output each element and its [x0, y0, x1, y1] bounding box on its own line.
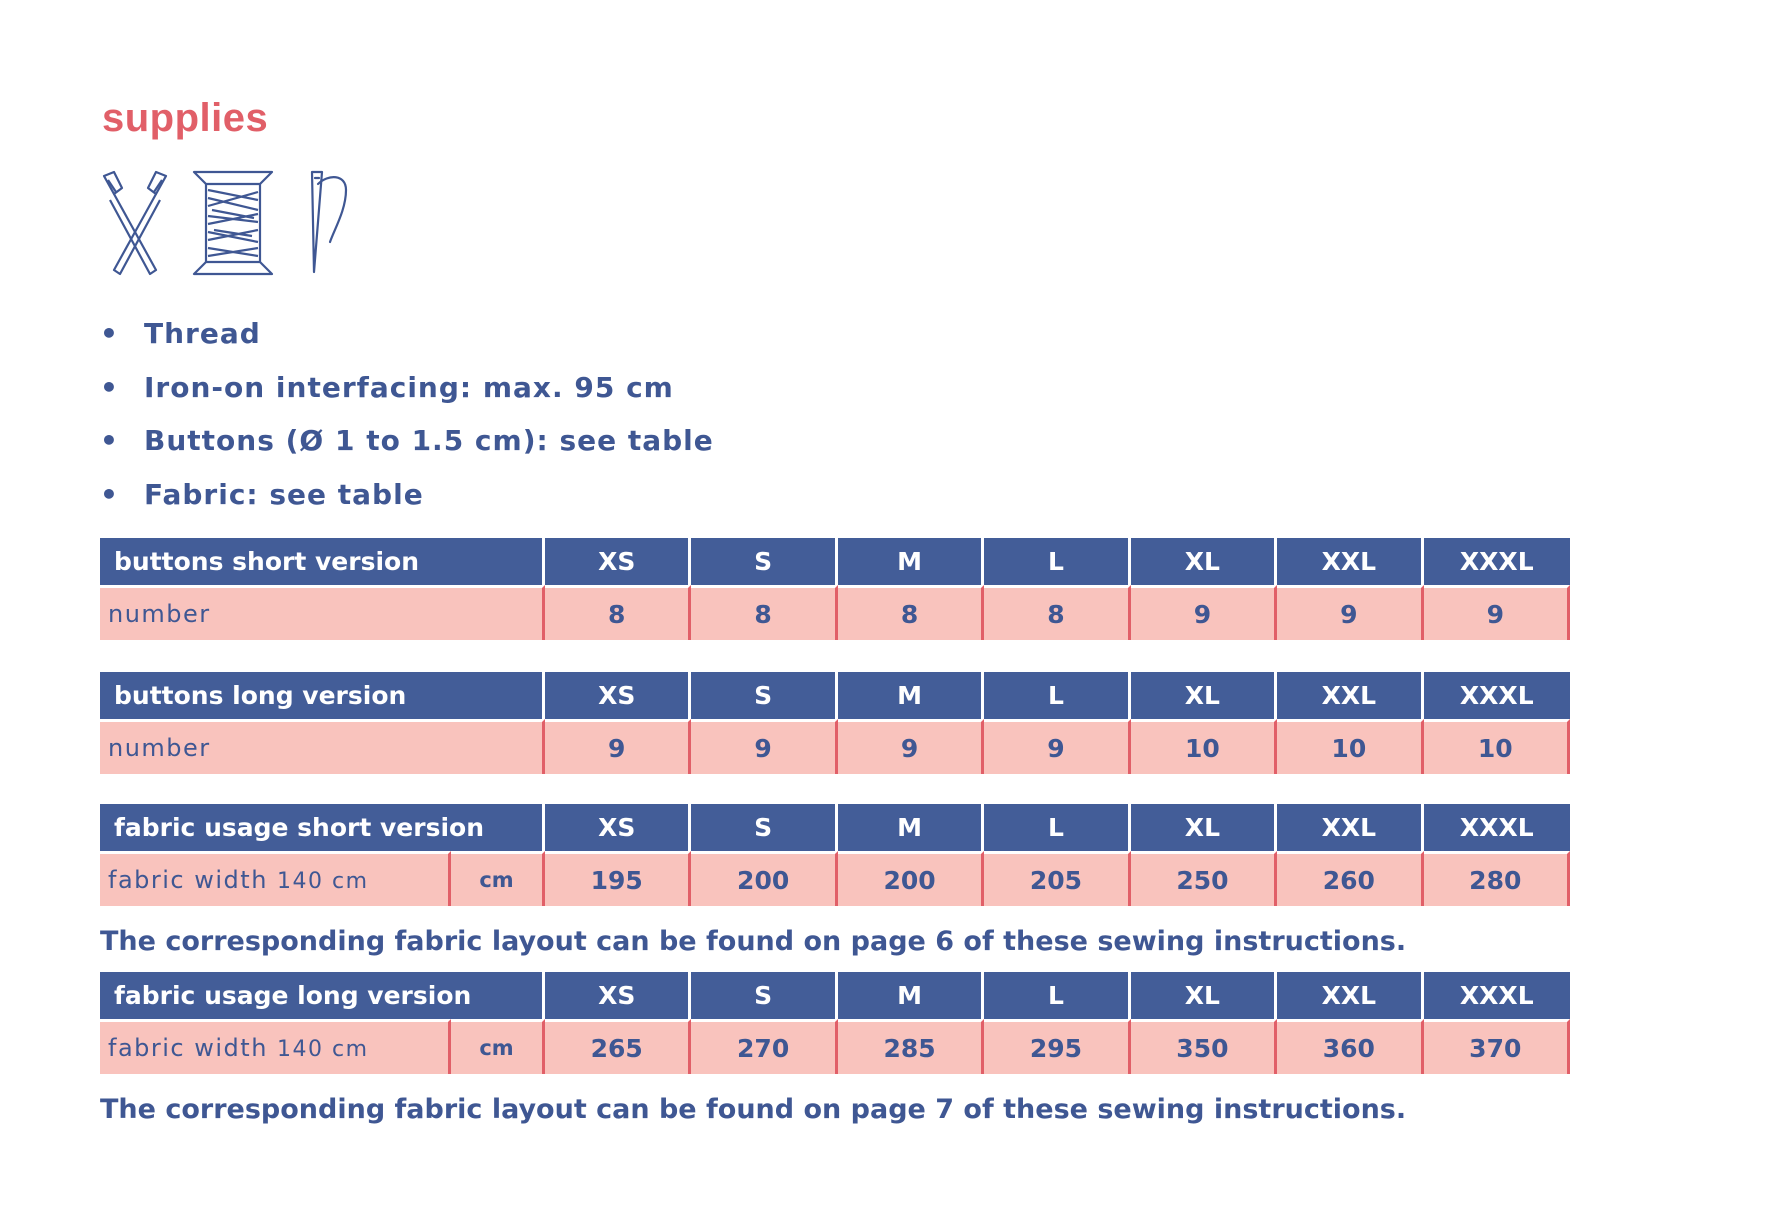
table-cell: 260 — [1277, 851, 1423, 906]
size-header: M — [838, 538, 984, 585]
table-cell: 9 — [838, 719, 984, 774]
table-cell: 280 — [1424, 851, 1570, 906]
buttons-short-table — [100, 538, 1570, 640]
table-row — [100, 719, 1570, 774]
supplies-list — [100, 315, 714, 529]
table-cell: 9 — [1277, 585, 1423, 640]
fabric-layout-note-short: The corresponding fabric layout can be found on page 6 of these sewing instructions. — [100, 926, 1407, 957]
table-cell: 8 — [838, 585, 984, 640]
table-cell: 360 — [1277, 1019, 1423, 1074]
table-cell: 10 — [1131, 719, 1277, 774]
table-cell: 9 — [1424, 585, 1570, 640]
size-header: XXL — [1277, 672, 1423, 719]
size-header: XS — [545, 972, 691, 1019]
row-label: number — [100, 585, 545, 640]
size-header: S — [691, 804, 837, 851]
list-item: • Thread — [100, 317, 261, 350]
size-header: XS — [545, 538, 691, 585]
table-cell: 285 — [838, 1019, 984, 1074]
size-header: M — [838, 672, 984, 719]
table-cell: 195 — [545, 851, 691, 906]
buttons-long-table — [100, 672, 1570, 774]
size-header: XS — [545, 804, 691, 851]
table-cell: 265 — [545, 1019, 691, 1074]
table-cell: 8 — [691, 585, 837, 640]
size-header: L — [984, 804, 1130, 851]
table-title: fabric usage long version — [100, 972, 545, 1019]
table-cell: 9 — [1131, 585, 1277, 640]
page-title: supplies — [102, 96, 269, 140]
unit-cell: cm — [451, 851, 545, 906]
table-cell: 370 — [1424, 1019, 1570, 1074]
size-header: XL — [1131, 672, 1277, 719]
size-header: XL — [1131, 804, 1277, 851]
table-cell: 250 — [1131, 851, 1277, 906]
size-header: M — [838, 804, 984, 851]
table-title: buttons short version — [100, 538, 545, 585]
size-header: L — [984, 972, 1130, 1019]
size-header: XXXL — [1424, 972, 1570, 1019]
size-header: L — [984, 538, 1130, 585]
list-item: • Iron-on interfacing: max. 95 cm — [100, 370, 674, 404]
row-label: fabric width 140 cm — [100, 851, 451, 906]
table-cell: 10 — [1424, 719, 1570, 774]
row-label: number — [100, 719, 545, 774]
table-title: buttons long version — [100, 672, 545, 719]
table-cell: 10 — [1277, 719, 1423, 774]
fabric-long-table — [100, 972, 1570, 1074]
table-row — [100, 585, 1570, 640]
size-header: S — [691, 972, 837, 1019]
size-header: XXL — [1277, 972, 1423, 1019]
table-cell: 350 — [1131, 1019, 1277, 1074]
table-cell: 8 — [984, 585, 1130, 640]
table-cell: 200 — [838, 851, 984, 906]
size-header: S — [691, 538, 837, 585]
table-title: fabric usage short version — [100, 804, 545, 851]
list-item: • Fabric: see table — [100, 477, 424, 511]
list-item: • Buttons (Ø 1 to 1.5 cm): see table — [100, 424, 714, 457]
table-row — [100, 1019, 1570, 1074]
size-header: XXL — [1277, 538, 1423, 585]
size-header: S — [691, 672, 837, 719]
row-label: fabric width 140 cm — [100, 1019, 451, 1074]
unit-cell: cm — [451, 1019, 545, 1074]
table-cell: 9 — [984, 719, 1130, 774]
table-cell: 205 — [984, 851, 1130, 906]
needle-icon — [300, 170, 352, 276]
size-header: XXL — [1277, 804, 1423, 851]
table-cell: 8 — [545, 585, 691, 640]
thread-spool-icon — [192, 170, 274, 276]
scissors-icon — [100, 170, 170, 276]
table-cell: 295 — [984, 1019, 1130, 1074]
fabric-short-table — [100, 804, 1570, 906]
size-header: XXXL — [1424, 804, 1570, 851]
size-header: XXXL — [1424, 538, 1570, 585]
size-header: L — [984, 672, 1130, 719]
table-cell: 9 — [691, 719, 837, 774]
size-header: XL — [1131, 972, 1277, 1019]
table-cell: 9 — [545, 719, 691, 774]
size-header: XL — [1131, 538, 1277, 585]
size-header: XS — [545, 672, 691, 719]
size-header: XXXL — [1424, 672, 1570, 719]
fabric-layout-note-long: The corresponding fabric layout can be found on page 7 of these sewing instructions. — [100, 1094, 1407, 1125]
table-row — [100, 851, 1570, 906]
table-cell: 270 — [691, 1019, 837, 1074]
table-cell: 200 — [691, 851, 837, 906]
size-header: M — [838, 972, 984, 1019]
